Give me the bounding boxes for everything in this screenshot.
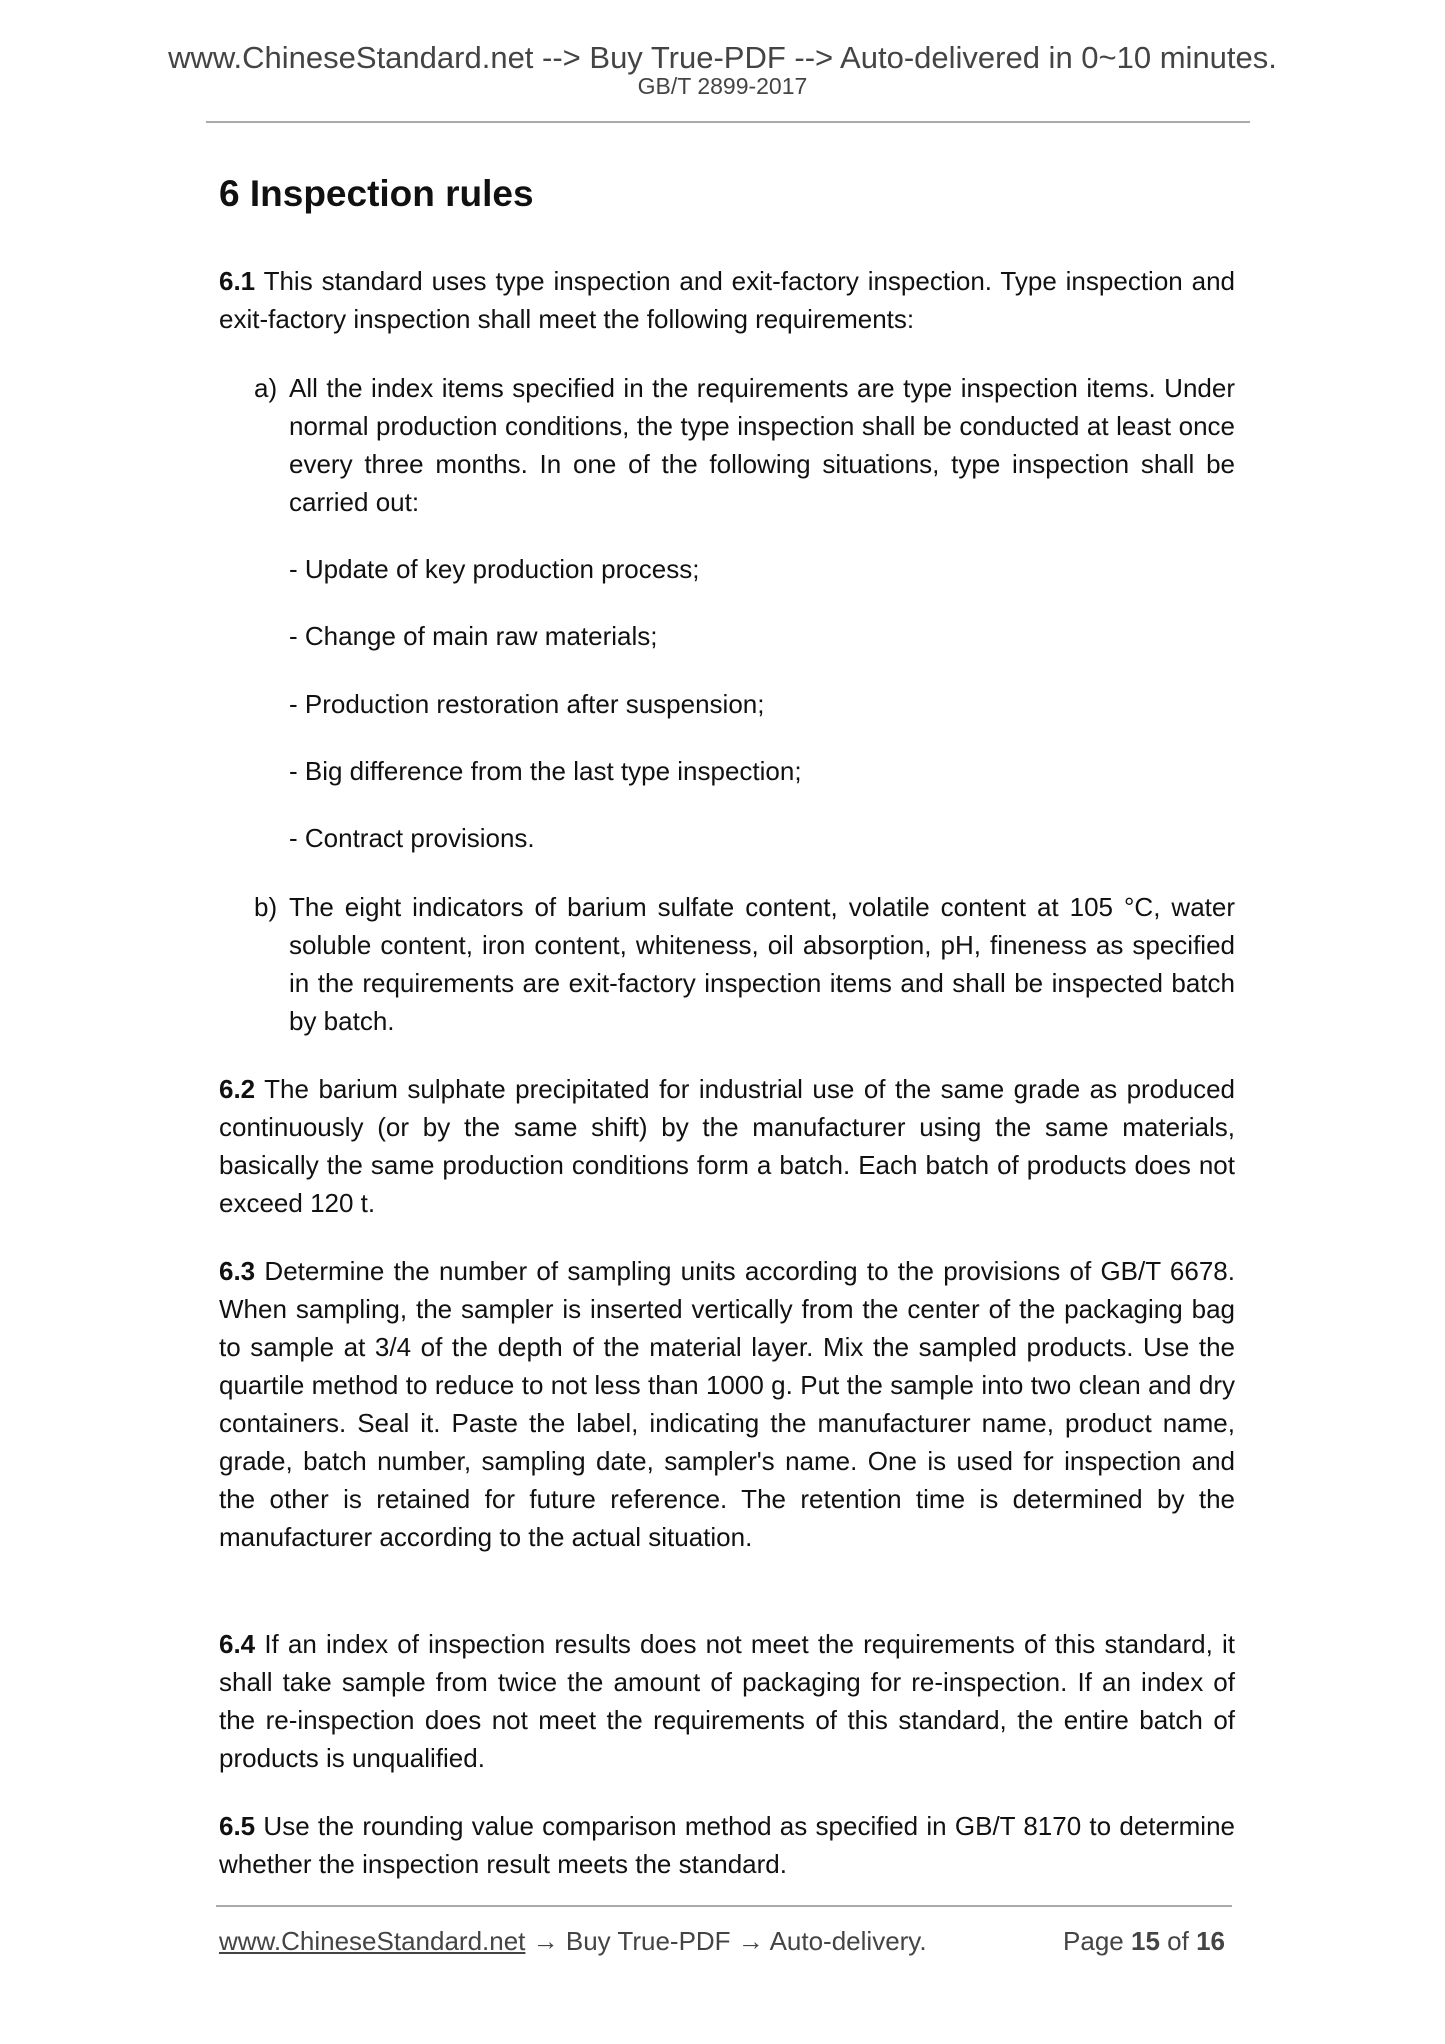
bullet-item: - Production restoration after suspension;: [289, 689, 765, 719]
list-item-a: [254, 369, 1235, 521]
section-title: 6 Inspection rules: [219, 173, 534, 214]
footer-link[interactable]: www.ChineseStandard.net: [219, 1926, 526, 1956]
page-total: 16: [1196, 1926, 1225, 1956]
bullet-item: - Big difference from the last type inspection;: [289, 756, 802, 786]
list-item-b: [254, 888, 1235, 1040]
clause-6-5: [219, 1807, 1235, 1883]
clause-number: 6.4: [219, 1629, 256, 1659]
clause-6-4: [219, 1625, 1235, 1777]
item-label: b): [254, 892, 278, 922]
header-banner: www.ChineseStandard.net --> Buy True-PDF --> Auto-delivered in 0~10 minutes.: [168, 40, 1277, 75]
page-word: Page: [1063, 1926, 1124, 1956]
clause-text: If an index of inspection results does not meet the requirements of this standard, it shall take sample from twice the amount of packaging for re-inspection. If an index of the re-inspection does not meet the requirements of this standard, the entire batch of products is unqualified.: [219, 1629, 1235, 1773]
footer: [219, 1924, 1235, 1958]
clause-number: 6.5: [219, 1811, 256, 1841]
footer-tagline: → Buy True-PDF → Auto-delivery.: [525, 1926, 927, 1956]
clause-6-1: [219, 262, 1235, 338]
clause-6-2: [219, 1070, 1235, 1222]
item-label: a): [254, 373, 278, 403]
standard-code: GB/T 2899-2017: [637, 73, 808, 99]
item-text: The eight indicators of barium sulfate content, volatile content at 105 °C, water soluble content, iron content, whiteness, oil absorption, pH, fineness as specified in the requirements are exit-factory inspection items and shall be inspected batch by batch.: [289, 892, 1235, 1036]
bullet-item: - Contract provisions.: [289, 823, 535, 853]
clause-6-3: [219, 1252, 1235, 1556]
bullet-item: - Change of main raw materials;: [289, 621, 658, 651]
clause-number: 6.1: [219, 266, 256, 296]
clause-text: Determine the number of sampling units according to the provisions of GB/T 6678. When sampling, the sampler is inserted vertically from the center of the packaging bag to sample at 3/4 of the depth of the material layer. Mix the sampled products. Use the quartile method to reduce to not less than 1000 g. Put the sample into two clean and dry containers. Seal it. Paste the label, indicating the manufacturer name, product name, grade, batch number, sampling date, sampler's name. One is used for inspection and the other is retained for future reference. The retention time is determined by the manufacturer according to the actual situation.: [219, 1256, 1235, 1552]
header-divider: [206, 121, 1250, 123]
of-word: of: [1167, 1926, 1189, 1956]
item-text: All the index items specified in the requirements are type inspection items. Under normal production conditions, the type inspection shall be conducted at least once every three months. In one of the following situations, type inspection shall be carried out:: [289, 373, 1235, 517]
clause-number: 6.2: [219, 1074, 256, 1104]
clause-number: 6.3: [219, 1256, 256, 1286]
footer-divider: [216, 1905, 1232, 1907]
page-indicator: [1063, 1924, 1225, 1958]
clause-text: This standard uses type inspection and exit-factory inspection. Type inspection and exit-factory inspection shall meet the following requirements:: [219, 266, 1235, 334]
clause-text: Use the rounding value comparison method as specified in GB/T 8170 to determine whether the inspection result meets the standard.: [219, 1811, 1235, 1879]
clause-text: The barium sulphate precipitated for industrial use of the same grade as produced continuously (or by the same shift) by the manufacturer using the same materials, basically the same production conditions form a batch. Each batch of products does not exceed 120 t.: [219, 1074, 1235, 1218]
page-number: 15: [1131, 1926, 1160, 1956]
bullet-item: - Update of key production process;: [289, 554, 700, 584]
